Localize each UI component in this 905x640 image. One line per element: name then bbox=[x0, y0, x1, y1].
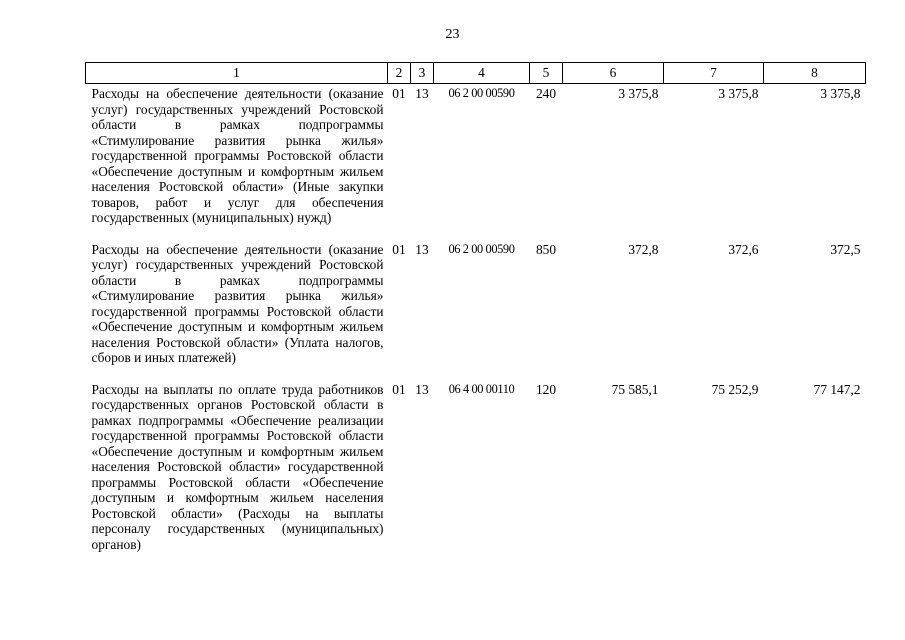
row-subsection: 13 bbox=[415, 86, 429, 101]
row-amount-3: 77 147,2 bbox=[813, 381, 861, 397]
row-amount-3: 3 375,8 bbox=[820, 86, 861, 101]
header-col-3: 3 bbox=[411, 63, 434, 84]
header-col-5: 5 bbox=[530, 63, 563, 84]
row-section: 01 bbox=[392, 86, 406, 101]
row-expense-type: 120 bbox=[535, 381, 557, 397]
row-amount-2: 372,6 bbox=[728, 241, 759, 257]
row-description: Расходы на обеспечение деятельности (оказание услуг) государственных учреждений Ростовской области в рамках подпрограммы «Стимулирование развития рынка жилья» государственной программы Ростовской области «Обеспечение доступным и комфортным жильем населения Ростовской области» (Иные закупки товаров, работ и услуг для обеспечения государственных (муниципальных) нужд) bbox=[91, 86, 384, 225]
row-section: 01 bbox=[392, 381, 406, 397]
row-description: Расходы на обеспечение деятельности (оказание услуг) государственных учреждений Ростовской области в рамках подпрограммы «Стимулирование развития рынка жилья» государственной программы Ростовской области «Обеспечение доступным и комфортным жильем населения Ростовской области» (Уплата налогов, сборов и иных платежей) bbox=[91, 241, 384, 365]
row-target-article: 06 2 00 00590 bbox=[448, 241, 515, 256]
row-amount-1: 3 375,8 bbox=[618, 86, 659, 101]
page-number: 23 bbox=[445, 27, 460, 42]
row-section: 01 bbox=[392, 241, 406, 257]
header-col-7: 7 bbox=[664, 63, 764, 84]
row-target-article: 06 4 00 00110 bbox=[448, 381, 515, 396]
header-col-6: 6 bbox=[563, 63, 664, 84]
table-row bbox=[86, 240, 866, 380]
row-amount-1: 372,8 bbox=[628, 241, 659, 257]
row-description: Расходы на выплаты по оплате труда работников государственных органов Ростовской области в рамках подпрограммы «Обеспечение реализации государственной программы Ростовской области «Обеспечение доступным и комфортным жильем населения Ростовской области» государственной программы Ростовской области «Обеспечение доступным и комфортным жильем населения Ростовской области» (Расходы на выплаты персоналу государственных (муниципальных) органов) bbox=[91, 381, 384, 552]
header-row bbox=[86, 63, 866, 84]
row-amount-2: 75 252,9 bbox=[711, 381, 759, 397]
header-col-8: 8 bbox=[764, 63, 866, 84]
row-subsection: 13 bbox=[415, 381, 429, 397]
row-amount-1: 75 585,1 bbox=[611, 381, 659, 397]
budget-table bbox=[85, 62, 866, 566]
row-subsection: 13 bbox=[415, 241, 429, 257]
row-expense-type: 850 bbox=[535, 241, 557, 257]
row-amount-3: 372,5 bbox=[830, 241, 861, 257]
header-col-4: 4 bbox=[434, 63, 530, 84]
table-row bbox=[86, 84, 866, 240]
row-expense-type: 240 bbox=[535, 86, 557, 101]
header-col-1: 1 bbox=[86, 63, 388, 84]
row-target-article: 06 2 00 00590 bbox=[448, 86, 515, 100]
table-row bbox=[86, 380, 866, 567]
header-col-2: 2 bbox=[388, 63, 411, 84]
row-amount-2: 3 375,8 bbox=[718, 86, 759, 101]
